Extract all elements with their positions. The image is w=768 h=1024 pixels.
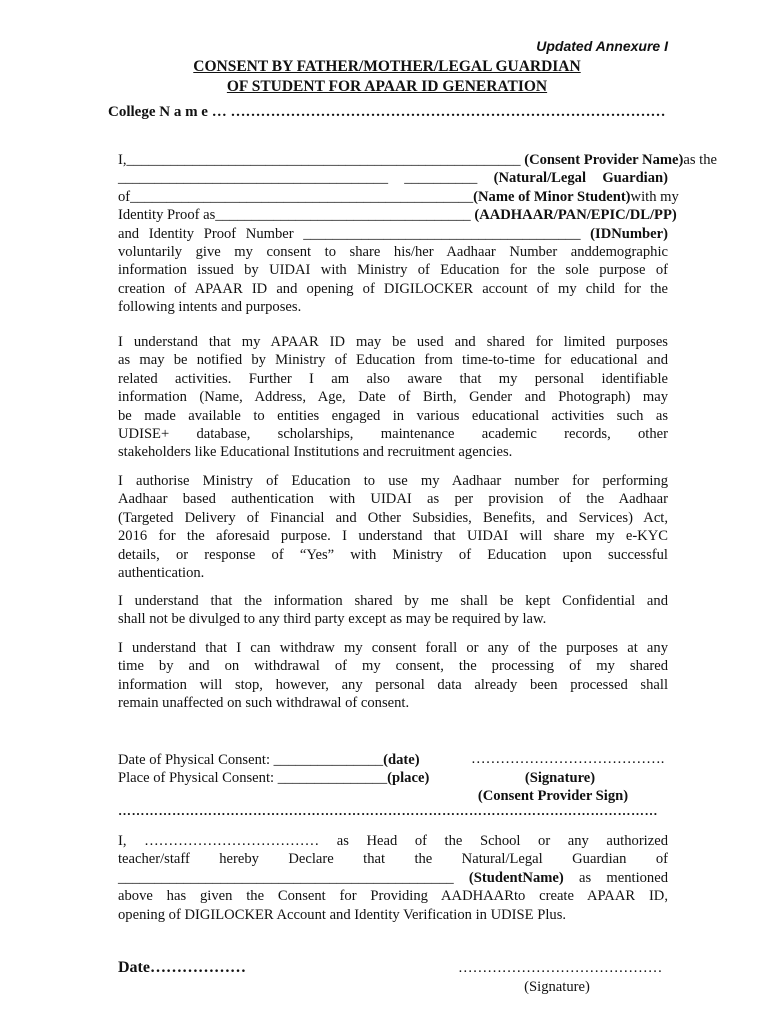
text-segment: time by and on withdrawal of my consent, the processing of my shared	[118, 658, 668, 675]
footer-signature-caption: (Signature)	[524, 979, 590, 995]
consent-place-field[interactable]	[118, 769, 429, 787]
college-name-field[interactable]	[108, 104, 665, 121]
paragraph-line	[118, 472, 668, 490]
text-segment: be made available to entities engaged in various educational activities such as	[118, 407, 668, 424]
text-segment: with my	[630, 188, 679, 205]
text-segment: (Targeted Delivery of Financial and Other Subsidies, Benefits, and Services) Act,	[118, 509, 668, 526]
text-segment: opening of DIGILOCKER Account and Identity Verification in UDISE Plus.	[118, 906, 567, 923]
paragraph-line	[118, 443, 668, 461]
text-segment: I understand that I can withdraw my consent forall or any of the purposes at any	[118, 640, 668, 656]
school-declaration-paragraph	[118, 832, 668, 924]
footer-date-field[interactable]: Date………………	[118, 959, 246, 976]
confidentiality-paragraph	[118, 592, 668, 629]
paragraph-line	[118, 676, 668, 694]
paragraph-line	[118, 610, 668, 628]
field-hint: (AADHAAR/PAN/EPIC/DL/PP)	[474, 207, 677, 224]
document-title-line1: CONSENT BY FATHER/MOTHER/LEGAL GUARDIAN	[193, 58, 581, 75]
paragraph-line	[118, 280, 668, 298]
paragraph-line	[118, 694, 668, 712]
paragraph-line	[118, 407, 668, 425]
college-name-label: College N a m e	[108, 104, 208, 120]
text-segment: teacher/staff hereby Declare that the Natural/Legal Guardian of	[118, 851, 668, 868]
section-divider: …………………………………………………………………………………………………………	[118, 803, 658, 818]
field-hint: (Consent Provider Name)	[524, 152, 684, 168]
text-segment: shall not be divulged to any third party except as may be required by law.	[118, 611, 547, 628]
text-segment: following intents and purposes.	[118, 299, 302, 316]
paragraph-line	[118, 225, 668, 243]
text-segment: of_______________________________________________	[118, 188, 474, 205]
paragraph-line	[118, 388, 668, 406]
field-hint: (IDNumber)	[590, 225, 668, 242]
text-segment: UDISE+ database, scholarships, maintenance academic records, other	[118, 425, 668, 442]
text-segment: _____________________________________ __________	[118, 170, 494, 187]
consent-date-label: Date of Physical Consent: _______________	[118, 752, 384, 768]
consent-signature-line[interactable]: ………………………………….	[471, 751, 665, 767]
paragraph-line	[118, 546, 668, 564]
paragraph-line	[118, 490, 668, 508]
consent-date-hint: (date)	[383, 752, 420, 768]
paragraph-line	[118, 261, 668, 279]
text-segment: I understand that the information shared by me shall be kept Confidential and	[118, 593, 668, 609]
paragraph-line	[118, 592, 668, 610]
text-segment: as mentioned	[563, 869, 668, 886]
paragraph-line	[118, 509, 668, 527]
paragraph-line	[118, 639, 668, 657]
paragraph-line	[118, 169, 668, 187]
withdrawal-paragraph	[118, 639, 668, 713]
text-segment: above has given the Consent for Providing AADHAARto create APAAR ID,	[118, 888, 668, 905]
text-segment: related activities. Further I am also aware that my personal identifiable	[118, 370, 668, 387]
text-segment: as may be notified by Ministry of Education from time-to-time for educational and	[118, 352, 668, 369]
authentication-paragraph	[118, 472, 668, 582]
text-segment: information (Name, Address, Age, Date of Birth, Gender and Photograph) may	[118, 389, 668, 406]
paragraph-line	[118, 832, 668, 850]
paragraph-line	[118, 527, 668, 545]
text-segment: details, or response of “Yes” with Ministry of Education upon successful	[118, 546, 668, 563]
usage-paragraph	[118, 333, 668, 462]
text-segment: Aadhaar based authentication with UIDAI as per provision of the Aadhaar	[118, 491, 668, 508]
paragraph-line	[118, 887, 668, 905]
consent-date-field[interactable]	[118, 751, 420, 769]
text-segment: I, ……………………………… as Head of the School or any authorized	[118, 833, 668, 849]
text-segment: 2016 for the aforesaid purpose. I understand that UIDAI will share my e-KYC	[118, 528, 668, 545]
text-segment: voluntarily give my consent to share his/her Aadhaar Number anddemographic	[118, 243, 668, 260]
signature-caption: (Signature)	[524, 770, 596, 786]
text-segment: Identity Proof as___________________________________	[118, 207, 475, 224]
annexure-label: Updated Annexure I	[536, 38, 668, 54]
paragraph-line	[118, 564, 668, 582]
paragraph-line	[118, 425, 668, 443]
paragraph-line	[118, 298, 668, 316]
text-segment: and Identity Proof Number ______________________________________	[118, 225, 591, 242]
text-segment: ______________________________________________	[118, 869, 469, 886]
text-segment: stakeholders like Educational Institutions and recruitment agencies.	[118, 444, 513, 461]
paragraph-line	[118, 243, 668, 261]
consent-provider-sign-caption: (Consent Provider Sign)	[477, 788, 629, 804]
text-segment: remain unaffected on such withdrawal of consent.	[118, 695, 410, 712]
field-hint: (Natural/Legal Guardian)	[493, 170, 669, 187]
document-title-line2: OF STUDENT FOR APAAR ID GENERATION	[226, 78, 548, 95]
field-hint: (Name of Minor Student)	[473, 188, 631, 205]
consent-declaration-paragraph	[118, 151, 717, 317]
paragraph-line	[118, 869, 668, 887]
text-segment: information issued by UIDAI with Ministry of Education for the sole purpose of	[118, 262, 668, 279]
text-segment: authentication.	[118, 564, 205, 581]
consent-place-label: Place of Physical Consent: _______________	[118, 770, 388, 786]
text-segment: I,______________________________________________________	[118, 152, 525, 168]
paragraph-line	[118, 850, 668, 868]
field-hint: (StudentName)	[468, 869, 564, 886]
text-segment: creation of APAAR ID and opening of DIGILOCKER account of my child for the	[118, 280, 668, 297]
college-name-blank: … ……………………………………………………………………………	[207, 104, 666, 120]
paragraph-line	[118, 151, 717, 169]
text-segment: I authorise Ministry of Education to use my Aadhaar number for performing	[118, 473, 668, 489]
paragraph-line	[118, 906, 668, 924]
text-segment: I understand that my APAAR ID may be used and shared for limited purposes	[118, 334, 668, 350]
paragraph-line	[118, 188, 679, 206]
paragraph-line	[118, 206, 677, 224]
paragraph-line	[118, 657, 668, 675]
text-segment: information will stop, however, any personal data already been processed shall	[118, 676, 668, 693]
paragraph-line	[118, 370, 668, 388]
text-segment: as the	[683, 152, 717, 168]
consent-place-hint: (place)	[387, 770, 430, 786]
paragraph-line	[118, 351, 668, 369]
footer-signature-line[interactable]: ……………………………………	[458, 960, 663, 976]
paragraph-line	[118, 333, 668, 351]
